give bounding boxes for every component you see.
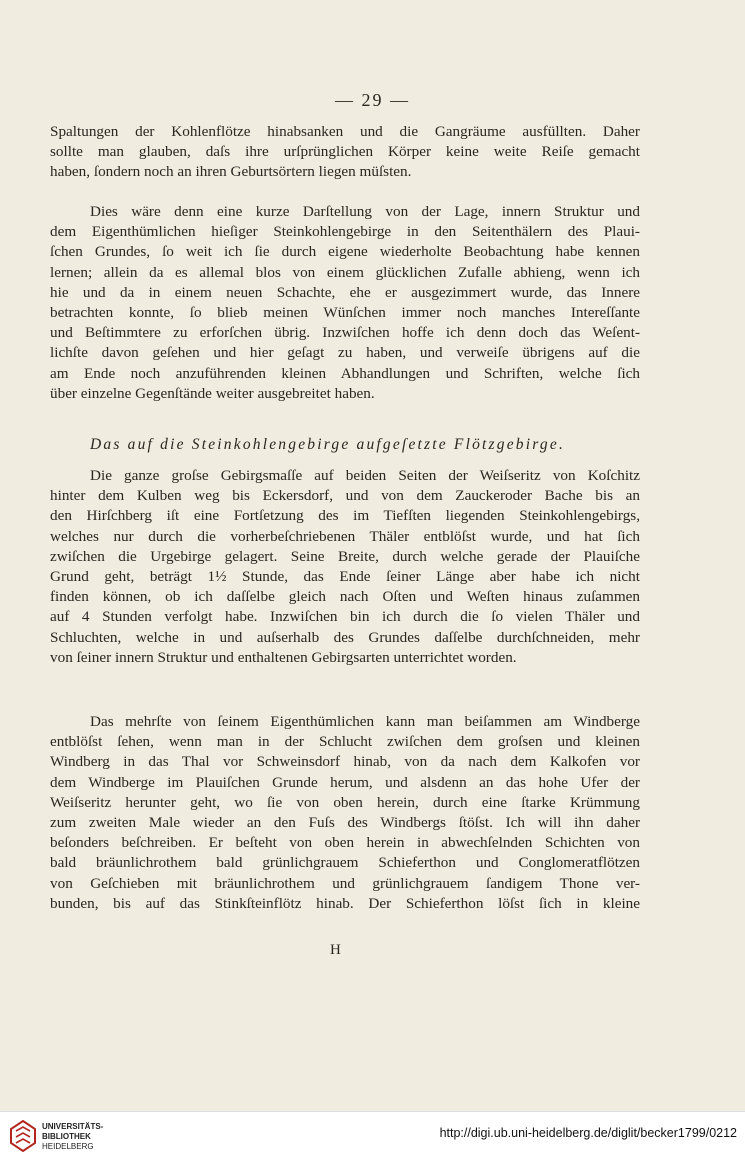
text-line: ſchen Grundes, ſo weit ich ſie durch eigene wiederholte Beobachtung habe kennen	[50, 243, 640, 261]
text-line: dem Windberge im Plauiſchen Grunde herum, und alsdenn an das hohe Ufer der	[50, 773, 640, 791]
text-line: von Geſchieben mit bräunlichrothem und grünlichgrauem ſandigem Thone ver-	[50, 874, 640, 892]
library-logo-icon	[10, 1120, 36, 1152]
text-line: den Hirſchberg iſt eine Fortſetzung des im Tiefſten liegenden Steinkohlengebirgs,	[50, 507, 640, 525]
text-line: lichſte davon geſehen und hier geſagt zu haben, und verweiſe übrigens auf die	[50, 344, 640, 362]
library-line: BIBLIOTHEK	[42, 1132, 91, 1141]
library-line: UNIVERSITÄTS-	[42, 1122, 104, 1131]
text-line: zum zweiten Male wieder an den Fuſs des Windbergs ſtöſst. Ich will ihn daher	[50, 814, 640, 832]
footer-bar	[0, 1111, 745, 1170]
text-line: Grund geht, beträgt 1½ Stunde, das Ende ſeiner Länge aber habe ich nicht	[50, 568, 640, 586]
text-line: zwiſchen die Urgebirge gelagert. Seine Breite, durch welche gerade der Plauiſche	[50, 547, 640, 565]
text-line: sollte man glauben, daſs ihre urſprünglichen Körper keine weite Reiſe gemacht	[50, 143, 640, 161]
text-line: auf 4 Stunden verfolgt habe. Inzwiſchen bin ich durch die ſo vielen Thäler und	[50, 608, 640, 626]
text-line: entblöſst ſehen, wenn man in der Schlucht zwiſchen dem groſsen und kleinen	[50, 733, 640, 751]
text-line: Weiſseritz herunter geht, wo ſie von oben herein, durch eine ſtarke Krümmung	[50, 793, 640, 811]
text-line: und Beſtimmtere zu erforſchen übrig. Inzwiſchen hoffe ich denn doch das Weſent-	[50, 324, 640, 342]
text-line: haben, ſondern noch an ihren Geburtsörtern liegen müſsten.	[50, 163, 412, 181]
text-line: Windberg in das Thal vor Schweinsdorf hinab, von da nach dem Kalkofen vor	[50, 753, 640, 771]
text-line: über einzelne Gegenſtände weiter ausgebreitet haben.	[50, 384, 375, 402]
text-line: welches nur durch die vorherbeſchriebenen Thäler entblöſst wurde, und hat ſich	[50, 527, 640, 545]
paragraph-1	[50, 122, 640, 183]
text-line: dem Eigenthümlichen hieſiger Steinkohlengebirge in den Seitenthälern des Plaui-	[50, 223, 640, 241]
text-line: am Ende noch anzuführenden kleinen Abhandlungen und Schriften, welche ſich	[50, 364, 640, 382]
text-line: hinter dem Kulben weg bis Eckersdorf, und von dem Zauckeroder Bache bis an	[50, 487, 640, 505]
text-line: finden können, ob ich daſſelbe gleich nach Oſten und Weſten hinaus zuſammen	[50, 588, 640, 606]
library-line: HEIDELBERG	[42, 1142, 94, 1151]
text-line: beſonders beſchreiben. Er beſteht von oben herein in abwechſelnden Schichten von	[50, 834, 640, 852]
paragraph-3	[50, 466, 640, 668]
section-heading: Das auf die Steinkohlengebirge aufgeſetzte Flötzgebirge.	[90, 436, 566, 453]
page-number: — 29 —	[335, 90, 410, 110]
text-line: Dies wäre denn eine kurze Darſtellung von der Lage, innern Struktur und	[90, 203, 640, 220]
text-line: lernen; allein da es allemal blos von einem glücklichen Zufalle abhieng, wenn ich	[50, 263, 640, 281]
text-line: Die ganze groſse Gebirgsmaſſe auf beiden Seiten der Weiſseritz von Koſchitz	[90, 467, 640, 484]
signature-mark: H	[330, 942, 341, 958]
paragraph-2	[50, 202, 640, 404]
source-url-link[interactable]: http://digi.ub.uni-heidelberg.de/diglit/becker1799/0212	[439, 1126, 737, 1140]
text-line: Schluchten, welche in und auſserhalb des Grundes daſſelbe durchſchneiden, mehr	[50, 628, 640, 646]
text-line: Das mehrſte von ſeinem Eigenthümlichen kann man beiſammen am Windberge	[90, 713, 640, 730]
paragraph-4	[50, 712, 640, 914]
library-name	[42, 1122, 103, 1152]
text-line: bald bräunlichrothem bald grünlichgrauem Schieferthon und Conglomeratflötzen	[50, 854, 640, 872]
text-line: bunden, bis auf das Stinkſteinflötz hinab. Der Schieferthon löſst ſich in kleine	[50, 894, 640, 912]
text-line: von ſeiner innern Struktur und enthaltenen Gebirgsarten unterrichtet worden.	[50, 648, 517, 666]
text-line: betrachten konnte, ſo blieb meinen Wünſchen immer noch manches Intereſſante	[50, 304, 640, 322]
text-line: hie und da in einem neuen Schachte, ehe er ausgezimmert wurde, das Innere	[50, 283, 640, 301]
text-line: Spaltungen der Kohlenflötze hinabsanken und die Gangräume ausfüllten. Daher	[50, 123, 640, 140]
